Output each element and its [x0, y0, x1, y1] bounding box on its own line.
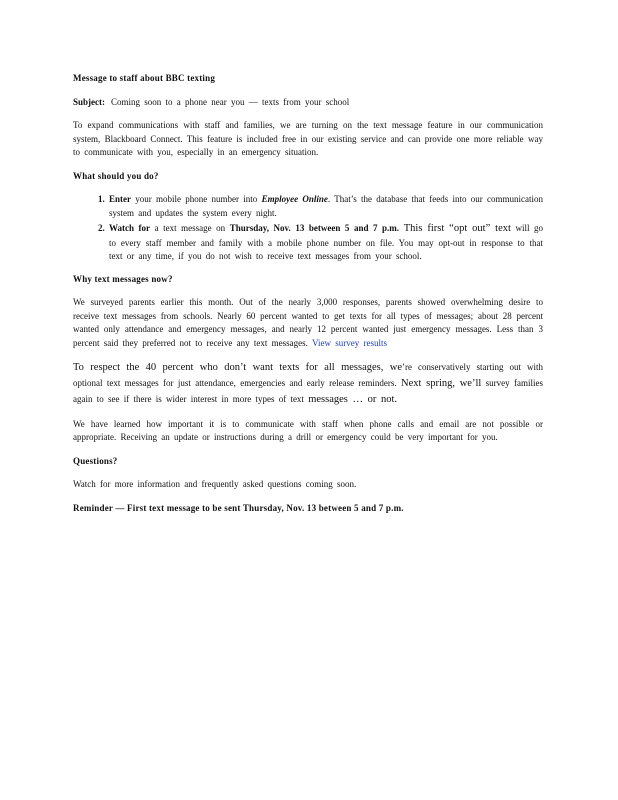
- subject-label: Subject:: [73, 96, 105, 107]
- step-1-lead: Enter: [109, 194, 131, 204]
- subject-line: [73, 96, 543, 110]
- step-2-opt-out: This first “opt out” text: [399, 223, 511, 234]
- step-1-text-b: . That’s the database that feeds into our communication system and updates the system every night.: [109, 194, 543, 218]
- step-1-text-a: your mobile phone number into: [131, 194, 262, 204]
- employee-online-link: Employee Online: [261, 194, 328, 204]
- respect-text-1: To respect the 40 percent who don’t want texts for all messages, we: [73, 362, 403, 374]
- learned-paragraph: We have learned how important it is to communicate with staff when phone calls and email are not possible or appropriate. Receiving an update or instructions during a drill or emergency could be very important for you.: [73, 418, 543, 442]
- respect-text-4: survey families again to see if there is wider interest in more types of text: [73, 378, 543, 404]
- view-survey-results-link[interactable]: View survey results: [312, 337, 387, 348]
- respect-text-5: messages … or not.: [308, 393, 398, 405]
- survey-text: We surveyed parents earlier this month. Out of the nearly 3,000 responses, parents showed overwhelming desire to receive text messages from schools. Nearly 60 percent wanted to get texts for all types of messages; about 28 percent wanted only attendance and emergency messages, and nearly 12 percent wanted just emergency messages. Less than 3 percent said they preferred not to receive any text messages.: [73, 297, 543, 348]
- step-enter-number: [109, 193, 543, 220]
- step-2-lead: Watch for: [109, 223, 151, 233]
- intro-paragraph: To expand communications with staff and families, we are turning on the text message feature in our communication system, Blackboard Connect. This feature is included free in our existing service and can provide one more reliable way to communicate with you, especially in an emergency situation.: [73, 120, 543, 157]
- reminder-line: [73, 502, 543, 516]
- respect-paragraph: [73, 360, 543, 407]
- steps-list: [73, 193, 543, 264]
- step-watch-text: [109, 221, 543, 264]
- respect-text-3: Next spring, we’ll: [401, 378, 482, 389]
- subject-text: Coming soon to a phone near you — texts from your school: [111, 96, 350, 107]
- document-title: Message to staff about BBC texting: [73, 73, 216, 83]
- step-2-text-b: will go to every staff member and family with a mobile phone number on file. You may opt-out in response to that text or any time, if you do not wish to receive text messages from your school.: [109, 223, 544, 262]
- reminder-text: — First text message to be sent Thursday, Nov. 13 between 5 and 7 p.m.: [115, 502, 404, 513]
- reminder-label: Reminder: [73, 502, 113, 513]
- document-page: [73, 72, 543, 525]
- questions-heading: Questions?: [73, 455, 118, 466]
- questions-paragraph: Watch for more information and frequently asked questions coming soon.: [73, 479, 357, 489]
- what-heading: What should you do?: [73, 170, 159, 181]
- respect-text-2: ’re conservatively starting out with optional text messages for just attendance, emergencies and early release reminders.: [73, 362, 543, 388]
- why-heading: Why text messages now?: [73, 273, 173, 284]
- step-2-date: Thursday, Nov. 13 between 5 and 7 p.m.: [229, 223, 400, 233]
- survey-paragraph: [73, 296, 543, 350]
- step-2-text-a: a text message on: [150, 223, 230, 233]
